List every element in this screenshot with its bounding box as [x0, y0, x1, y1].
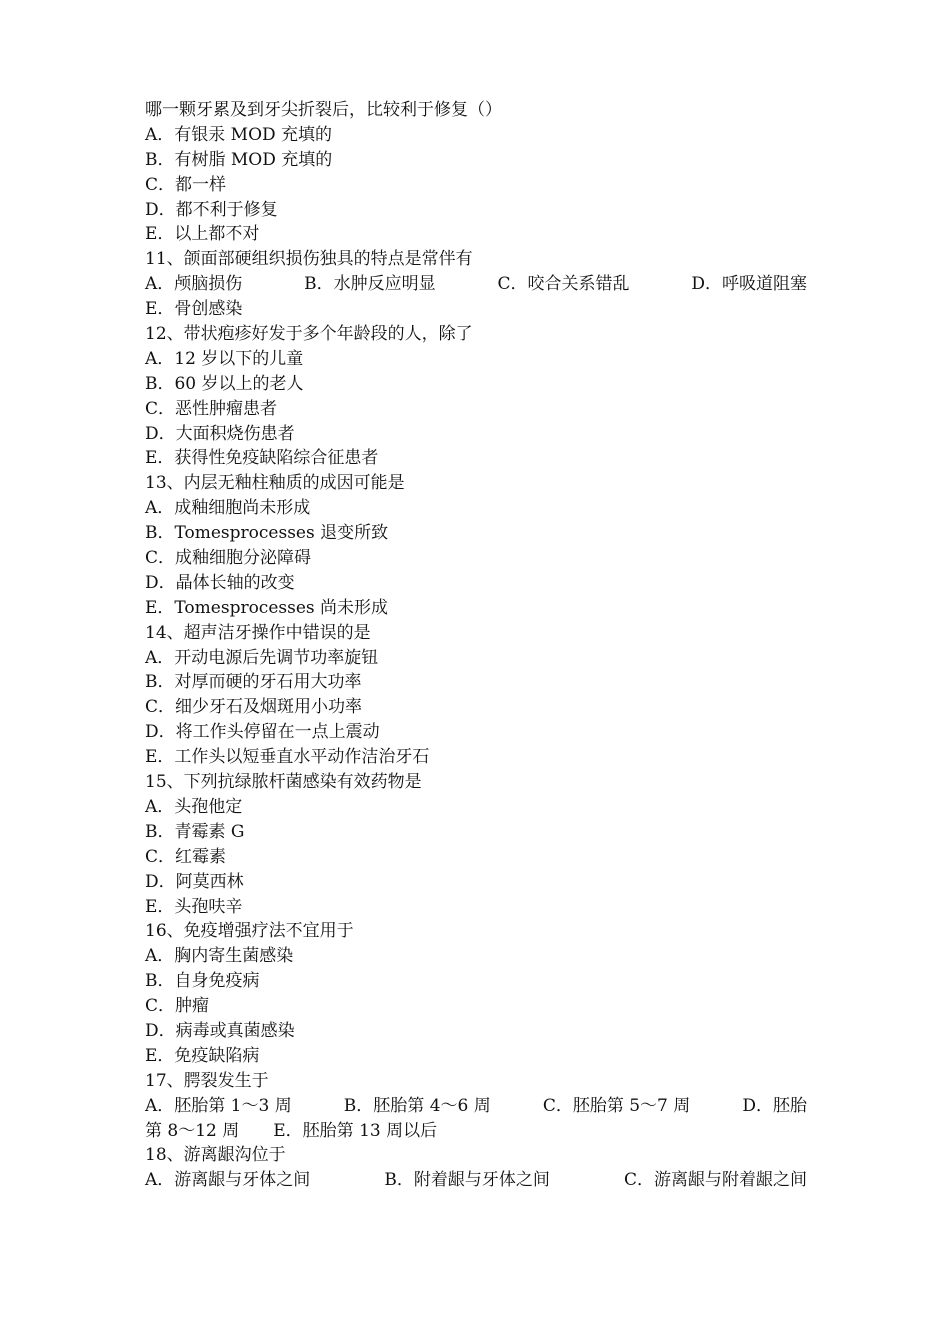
option-text: B．附着龈与牙体之间 [384, 1170, 550, 1191]
text-line: B．有树脂 MOD 充填的 [145, 149, 333, 170]
text-line: A．胸内寄生菌感染 [145, 946, 294, 967]
text-line: B．对厚而硬的牙石用大功率 [145, 672, 362, 693]
question-stem: 13、内层无釉柱釉质的成因可能是 [145, 473, 405, 494]
question-stem: 11、颌面部硬组织损伤独具的特点是常伴有 [145, 249, 473, 270]
options-row [145, 1168, 807, 1193]
question-stem: 14、超声洁牙操作中错误的是 [145, 622, 371, 643]
text-line: A．12 岁以下的儿童 [145, 348, 304, 369]
text-line: E．头孢呋辛 [145, 896, 243, 917]
text-line: C．都一样 [145, 174, 227, 195]
option-text: C．游离龈与附着龈之间 [623, 1170, 807, 1191]
question-stem: 15、下列抗绿脓杆菌感染有效药物是 [145, 772, 422, 793]
question-stem: 12、带状疱疹好发于多个年龄段的人，除了 [145, 324, 473, 345]
option-text: A．胚胎第 1～3 周 [145, 1095, 292, 1116]
text-line: D．都不利于修复 [145, 199, 278, 220]
text-line: C．红霉素 [145, 846, 227, 867]
text-line: A．成釉细胞尚未形成 [145, 498, 311, 519]
option-text: A．游离龈与牙体之间 [145, 1170, 311, 1191]
option-text: B．水肿反应明显 [304, 274, 436, 295]
question-stem: 16、免疫增强疗法不宜用于 [145, 921, 354, 942]
options-row [145, 1094, 807, 1119]
text-line: B．60 岁以上的老人 [145, 373, 304, 394]
question-stem: 17、腭裂发生于 [145, 1070, 269, 1091]
document-body [145, 98, 807, 1193]
text-line: D．将工作头停留在一点上震动 [145, 722, 380, 743]
text-line: C．肿瘤 [145, 996, 210, 1017]
option-text: D．呼吸道阻塞 [691, 274, 807, 295]
text-line: C．恶性肿瘤患者 [145, 398, 278, 419]
option-text: C．胚胎第 5～7 周 [542, 1095, 691, 1116]
text-line: C．细少牙石及烟斑用小功率 [145, 697, 363, 718]
text-line: E．Tomesprocesses 尚未形成 [145, 597, 389, 618]
options-row [145, 272, 807, 297]
text-line: A．头孢他定 [145, 796, 243, 817]
text-line: D．大面积烧伤患者 [145, 423, 295, 444]
text-line: E．获得性免疫缺陷综合征患者 [145, 448, 379, 469]
text-line: E．免疫缺陷病 [145, 1045, 260, 1066]
text-line: C．成釉细胞分泌障碍 [145, 548, 312, 569]
text-line: D．病毒或真菌感染 [145, 1020, 295, 1041]
text-line: A．开动电源后先调节功率旋钮 [145, 647, 379, 668]
text-line: D．晶体长轴的改变 [145, 572, 295, 593]
text-line: A．有银汞 MOD 充填的 [145, 124, 333, 145]
option-text: A．颅脑损伤 [145, 274, 243, 295]
text-line: D．阿莫西林 [145, 871, 244, 892]
option-text: B．胚胎第 4～6 周 [343, 1095, 491, 1116]
question-stem: 18、游离龈沟位于 [145, 1145, 286, 1166]
text-line: E．骨创感染 [145, 299, 243, 320]
text-line: 第 8～12 周 E．胚胎第 13 周以后 [145, 1120, 438, 1141]
text-line: B．Tomesprocesses 退变所致 [145, 523, 389, 544]
option-text: D．胚胎 [742, 1095, 807, 1116]
text-line: 哪一颗牙累及到牙尖折裂后，比较利于修复（） [145, 100, 502, 120]
option-text: C．咬合关系错乱 [497, 274, 630, 295]
text-line: B．自身免疫病 [145, 971, 260, 992]
text-line: E．工作头以短垂直水平动作洁治牙石 [145, 747, 430, 768]
text-line: E．以上都不对 [145, 224, 260, 245]
text-line: B．青霉素 G [145, 821, 245, 842]
